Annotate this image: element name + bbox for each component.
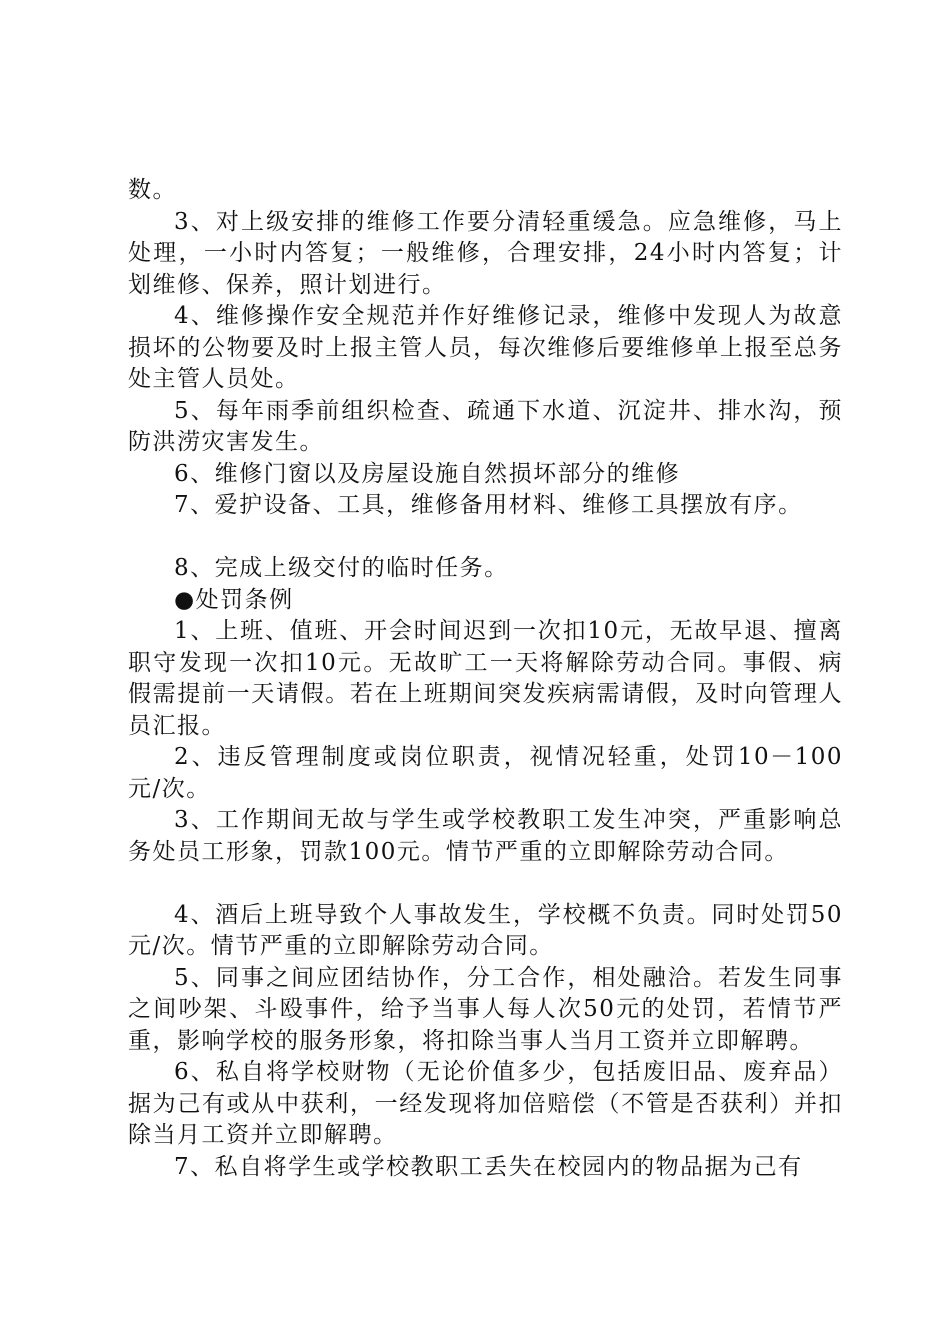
- section-heading-penalties: ●处罚条例: [174, 586, 294, 613]
- paragraph-penalty-4: 4、酒后上班导致个人事故发生，学校概不负责。同时处罚50元/次。情节严重的立即解除劳动合同。: [128, 901, 843, 959]
- paragraph-duty-7: 7、爱护设备、工具，维修备用材料、维修工具摆放有序。: [174, 492, 803, 518]
- paragraph-duty-4: 4、维修操作安全规范并作好维修记录，维修中发现人为故意损坏的公物要及时上报主管人员，每次维修后要维修单上报至总务处主管人员处。: [128, 303, 843, 392]
- paragraph-penalty-1: 1、上班、值班、开会时间迟到一次扣10元，无故早退、擅离职守发现一次扣10元。无故旷工一天将解除劳动合同。事假、病假需提前一天请假。若在上班期间突发疾病需请假，及时向管理人员汇报。: [128, 618, 843, 739]
- paragraph-penalty-6: 6、私自将学校财物（无论价值多少，包括废旧品、废弃品）据为己有或从中获利，一经发现将加倍赔偿（不管是否获利）并扣除当月工资并立即解聘。: [128, 1059, 843, 1148]
- paragraph-penalty-7: 7、私自将学生或学校教职工丢失在校园内的物品据为己有: [174, 1153, 803, 1180]
- paragraph-penalty-5: 5、同事之间应团结协作，分工合作，相处融洽。若发生同事之间吵架、斗殴事件，给予当事人每人次50元的处罚，若情节严重，影响学校的服务形象，将扣除当事人当月工资并立即解聘。: [128, 964, 843, 1054]
- paragraph-duty-6: 6、维修门窗以及房屋设施自然损坏部分的维修: [174, 460, 681, 487]
- paragraph-duty-8: 8、完成上级交付的临时任务。: [174, 555, 509, 581]
- document-body: [128, 175, 843, 1183]
- blank-line: [128, 522, 843, 554]
- paragraph-continuation: 数。: [128, 177, 177, 203]
- paragraph-penalty-2: 2、违反管理制度或岗位职责，视情况轻重，处罚10－100元/次。: [128, 744, 843, 802]
- blank-line: [128, 868, 843, 900]
- paragraph-duty-5: 5、每年雨季前组织检查、疏通下水道、沉淀井、排水沟，预防洪涝灾害发生。: [128, 397, 843, 455]
- paragraph-duty-3: 3、对上级安排的维修工作要分清轻重缓急。应急维修，马上处理，一小时内答复；一般维修，合理安排，24小时内答复；计划维修、保养，照计划进行。: [128, 208, 843, 298]
- paragraph-penalty-3: 3、工作期间无故与学生或学校教职工发生冲突，严重影响总务处员工形象，罚款100元。情节严重的立即解除劳动合同。: [128, 807, 843, 865]
